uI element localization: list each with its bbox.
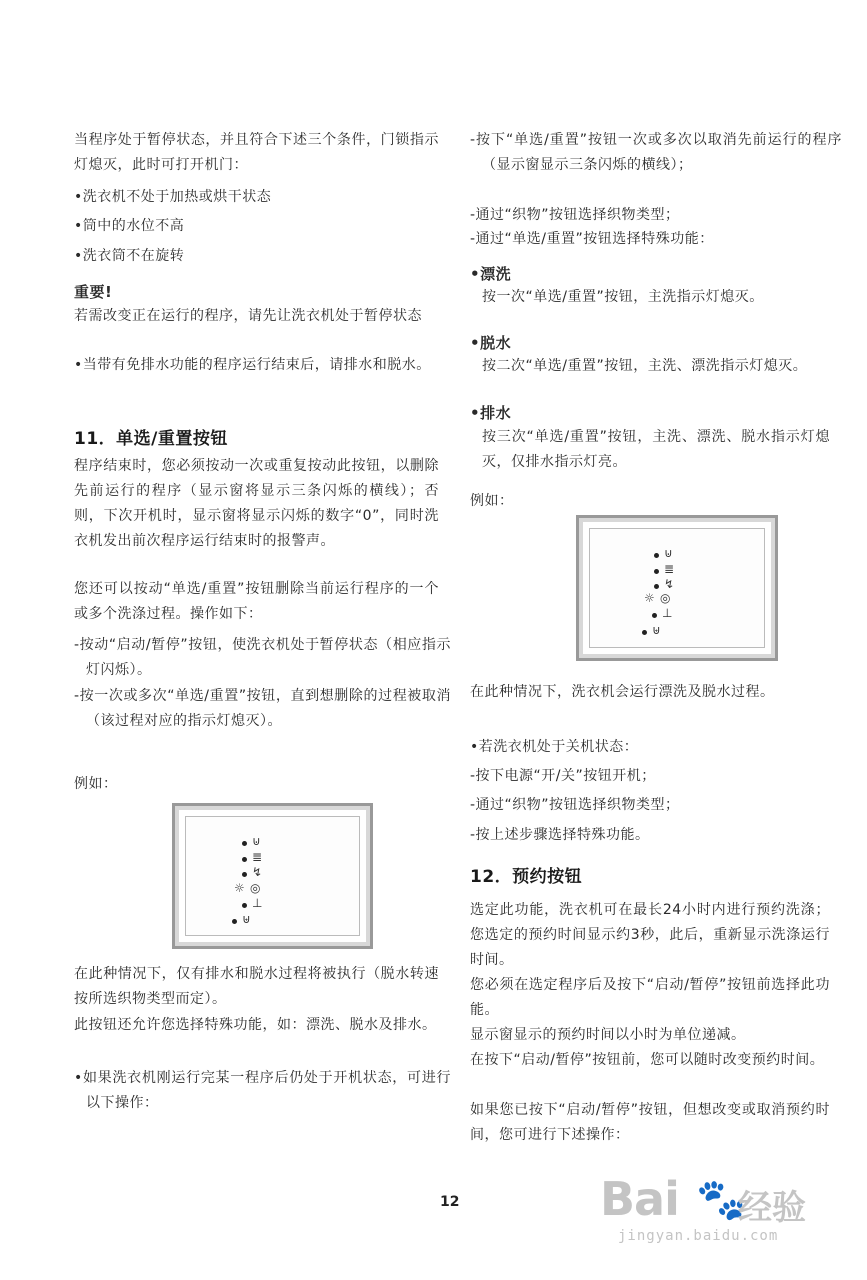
sun-icon: ☼	[234, 881, 245, 895]
bullet-not-heating: •洗衣机不处于加热或烘干状态	[74, 189, 272, 205]
spin-icon: ↯	[664, 577, 675, 591]
display-panel-inner	[589, 528, 765, 648]
wash-icon: ⊍	[664, 546, 673, 560]
spiral-icon: ◎	[250, 881, 261, 895]
tub-icon: ⊎	[652, 623, 661, 637]
baidu-watermark	[600, 1172, 850, 1262]
spin-icon: ↯	[252, 865, 263, 879]
spin-text: 按二次“单选/重置”按钮，主洗、漂洗指示灯熄灭。	[482, 358, 808, 374]
section-11-heading: 11．单选/重置按钮	[74, 429, 228, 449]
section-11-paragraph-2: 您还可以按动“单选/重置”按钮删除当前运行程序的一个或多个洗涤过程。操作如下：	[74, 581, 439, 622]
important-title: 重要!	[74, 283, 113, 301]
section-12-paragraph-4: 在按下“启动/暂停”按钮前，您可以随时改变预约时间。	[470, 1052, 825, 1068]
section-12-paragraph-5: 如果您已按下“启动/暂停”按钮，但想改变或取消预约时间，您可进行下述操作：	[470, 1102, 830, 1143]
paragraph-pause-state: 当程序处于暂停状态，并且符合下述三个条件，门锁指示灯熄灭，此时可打开机门：	[74, 132, 439, 173]
page-number: 12	[440, 1194, 460, 1210]
drain-icon: ⊥	[252, 896, 263, 910]
after-figure-2: 在此种情况下，洗衣机会运行漂洗及脱水过程。	[470, 684, 775, 700]
display-panel-inner	[185, 816, 360, 936]
indicator-dot	[652, 613, 657, 618]
paw-icon: 🐾	[696, 1177, 746, 1223]
tub-icon: ⊎	[242, 912, 251, 926]
display-panel-figure-2	[576, 515, 778, 661]
indicator-dot	[654, 569, 659, 574]
indicator-dot	[242, 903, 247, 908]
spin-title: •脱水	[470, 334, 512, 352]
step-select-fabric: -通过“织物”按钮选择织物类型；	[470, 207, 680, 223]
bullet-machine-off: •若洗衣机处于关机状态：	[470, 739, 639, 755]
step-special-2: -按上述步骤选择特殊功能。	[470, 827, 650, 843]
after-figure-1: 在此种情况下，仅有排水和脱水过程将被执行（脱水转速按所选织物类型而定）。	[74, 966, 439, 1007]
rinse-title: •漂洗	[470, 265, 512, 283]
indicator-dot	[242, 857, 247, 862]
important-text: 若需改变正在运行的程序，请先让洗衣机处于暂停状态	[74, 308, 422, 324]
watermark-logo-tail: 经验	[738, 1188, 806, 1228]
bullet-no-drain: •当带有免排水功能的程序运行结束后，请排水和脱水。	[74, 357, 431, 373]
rinse-icon: ≣	[664, 562, 675, 576]
rinse-text: 按一次“单选/重置”按钮，主洗指示灯熄灭。	[482, 289, 764, 305]
section-12-heading: 12．预约按钮	[470, 867, 583, 887]
bullet-drum-still: •洗衣筒不在旋转	[74, 248, 185, 264]
step-pause: -按动“启动/暂停”按钮，使洗衣机处于暂停状态（相应指示灯闪烁）。	[74, 637, 451, 678]
step-select-special: -通过“单选/重置”按钮选择特殊功能：	[470, 231, 714, 247]
rinse-icon: ≣	[252, 850, 263, 864]
bullet-water-low: •筒中的水位不高	[74, 218, 185, 234]
example-label-1: 例如：	[74, 776, 118, 792]
display-panel-figure-1	[172, 803, 373, 949]
drain-icon: ⊥	[662, 606, 673, 620]
indicator-dot	[232, 919, 237, 924]
watermark-logo: Bai	[600, 1172, 679, 1226]
section-11-paragraph-1: 程序结束时，您必须按动一次或重复按动此按钮，以删除先前运行的程序（显示窗将显示三条闪烁的横线）；否则，下次开机时，显示窗将显示闪烁的数字“0”，同时洗衣机发出前次程序运行结束时的报警声。	[74, 458, 439, 549]
bullet-machine-on: •如果洗衣机刚运行完某一程序后仍处于开机状态，可进行以下操作：	[74, 1070, 451, 1111]
indicator-dot	[242, 872, 247, 877]
step-select-fabric-2: -通过“织物”按钮选择织物类型；	[470, 797, 680, 813]
example-label-2: 例如：	[470, 493, 514, 509]
watermark-url: jingyan.baidu.com	[618, 1228, 779, 1244]
step-cancel-program: -按下“单选/重置”按钮一次或多次以取消先前运行的程序（显示窗显示三条闪烁的横线）；	[470, 132, 842, 173]
sun-icon: ☼	[644, 591, 655, 605]
indicator-dot	[242, 841, 247, 846]
indicator-dot	[654, 584, 659, 589]
section-12-paragraph-3: 显示窗显示的预约时间以小时为单位递减。	[470, 1027, 746, 1043]
indicator-dot	[654, 553, 659, 558]
spiral-icon: ◎	[660, 591, 671, 605]
drain-text: 按三次“单选/重置”按钮，主洗、漂洗、脱水指示灯熄灭，仅排水指示灯亮。	[482, 429, 830, 470]
step-power-on: -按下电源“开/关”按钮开机；	[470, 768, 656, 784]
indicator-dot	[642, 630, 647, 635]
section-12-paragraph-2: 您必须在选定程序后及按下“启动/暂停”按钮前选择此功能。	[470, 977, 830, 1018]
drain-title: •排水	[470, 404, 512, 422]
wash-icon: ⊍	[252, 834, 261, 848]
section-12-paragraph-1: 选定此功能，洗衣机可在最长24小时内进行预约洗涤；您选定的预约时间显示约3秒，此后，重新显示洗涤运行时间。	[470, 902, 830, 968]
special-functions-paragraph: 此按钮还允许您选择特殊功能，如：漂洗、脱水及排水。	[74, 1017, 437, 1033]
step-reset: -按一次或多次“单选/重置”按钮，直到想删除的过程被取消（该过程对应的指示灯熄灭）。	[74, 688, 451, 729]
